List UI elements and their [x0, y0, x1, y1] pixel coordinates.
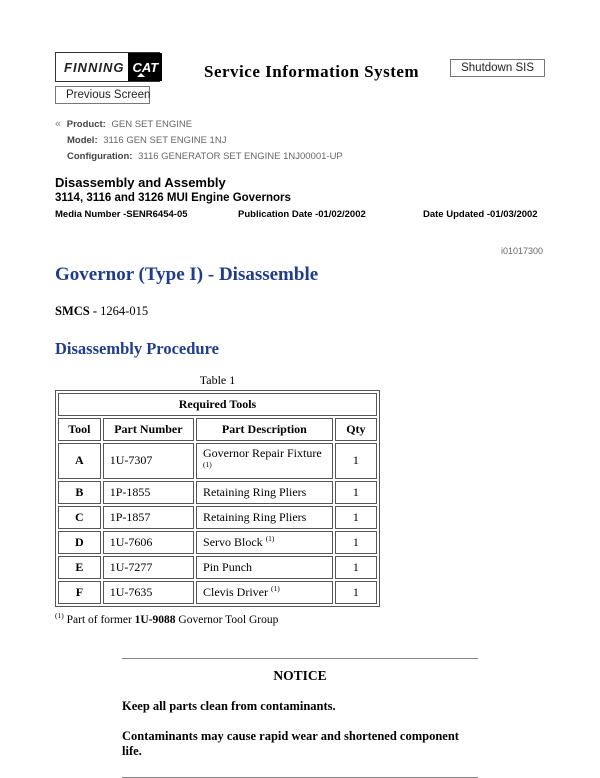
required-tools-table-wrap — [55, 373, 380, 626]
table-row — [58, 506, 377, 529]
smcs-value: 1264-015 — [97, 304, 149, 318]
product-info — [55, 118, 545, 163]
document-subtitle: 3114, 3116 and 3126 MUI Engine Governors — [55, 192, 291, 204]
cat-triangle-icon — [137, 73, 145, 77]
table-row — [58, 481, 377, 504]
section-heading: Governor (Type I) - Disassemble — [55, 264, 319, 285]
model-row — [67, 135, 545, 147]
notice-line-1: Keep all parts clean from contaminants. — [122, 698, 336, 713]
footnote-suffix: Governor Tool Group — [175, 613, 279, 626]
table-title-row — [58, 393, 377, 416]
table-footnote — [55, 611, 380, 626]
model-value: 3116 GEN SET ENGINE 1NJ — [103, 135, 227, 146]
model-label: Model: — [67, 135, 98, 146]
product-label: Product: — [66, 119, 106, 130]
table-caption: Table 1 — [199, 372, 236, 387]
table-row — [58, 556, 377, 579]
footnote-prefix: Part of former — [63, 613, 135, 626]
previous-screen-button[interactable]: Previous Screen — [55, 86, 150, 104]
footnote-marker: (1) — [265, 533, 275, 543]
part-number-cell: 1P-1855 — [103, 481, 194, 504]
part-number-cell: 1P-1857 — [103, 506, 194, 529]
qty-cell: 1 — [335, 531, 377, 554]
tool-cell: E — [58, 556, 101, 579]
description-cell — [196, 556, 333, 579]
tool-cell: C — [58, 506, 101, 529]
col-part-description: Part Description — [196, 418, 333, 441]
col-qty: Qty — [335, 418, 377, 441]
document-id: i01017300 — [500, 246, 543, 256]
description-text: Retaining Ring Pliers — [203, 509, 307, 524]
shutdown-sis-button[interactable]: Shutdown SIS — [450, 59, 545, 77]
cat-logo — [128, 53, 162, 81]
description-cell — [196, 481, 333, 504]
finning-cat-logo — [55, 52, 160, 82]
header-left — [55, 52, 173, 104]
part-number-cell: 1U-7606 — [103, 531, 194, 554]
qty-cell: 1 — [335, 443, 377, 479]
footnote-part-number: 1U-9088 — [134, 613, 176, 626]
header — [55, 52, 545, 104]
description-text: Servo Block — [203, 534, 266, 549]
tool-cell: F — [58, 581, 101, 604]
procedure-heading: Disassembly Procedure — [55, 339, 219, 358]
notice-title: NOTICE — [273, 667, 327, 683]
part-number-cell: 1U-7307 — [103, 443, 194, 479]
description-cell — [196, 531, 333, 554]
tool-cell: D — [58, 531, 101, 554]
table-row — [58, 581, 377, 604]
divider-bottom — [122, 777, 478, 778]
qty-cell: 1 — [335, 506, 377, 529]
part-number-cell: 1U-7635 — [103, 581, 194, 604]
qty-cell: 1 — [335, 556, 377, 579]
divider-top — [122, 658, 478, 659]
col-part-number: Part Number — [103, 418, 194, 441]
product-value: GEN SET ENGINE — [111, 119, 193, 130]
publication-date: Publication Date -01/02/2002 — [238, 209, 366, 220]
product-row — [55, 118, 545, 131]
table-row — [58, 443, 377, 479]
configuration-value: 3116 GENERATOR SET ENGINE 1NJ00001-UP — [138, 151, 343, 162]
header-center — [173, 52, 450, 82]
qty-cell: 1 — [335, 481, 377, 504]
description-cell — [196, 581, 333, 604]
footnote-marker: (1) — [55, 610, 64, 620]
date-updated: Date Updated -01/03/2002 — [423, 209, 538, 220]
smcs-line — [55, 304, 545, 319]
page-title: Service Information System — [204, 62, 420, 81]
table-header-row — [58, 418, 377, 441]
notice-line-2: Contaminants may cause rapid wear and shortened component life. — [122, 728, 459, 758]
description-text: Clevis Driver — [203, 584, 272, 599]
part-number-cell: 1U-7277 — [103, 556, 194, 579]
qty-cell: 1 — [335, 581, 377, 604]
document-title: Disassembly and Assembly — [55, 175, 226, 190]
finning-logo-text: FINNING — [64, 59, 125, 75]
footnote-marker: (1) — [203, 459, 212, 469]
smcs-label: SMCS - — [55, 304, 98, 318]
required-tools-table — [55, 390, 380, 607]
media-number: Media Number -SENR6454-05 — [55, 209, 188, 220]
description-text: Pin Punch — [203, 559, 253, 574]
document-header — [55, 175, 545, 220]
description-cell — [196, 443, 333, 479]
notice-block — [122, 658, 478, 778]
table-title: Required Tools — [58, 393, 377, 416]
header-right — [450, 52, 545, 77]
cat-logo-text: CAT — [132, 59, 159, 75]
table-row — [58, 531, 377, 554]
collapse-chevron-icon[interactable]: « — [55, 118, 62, 130]
description-text: Governor Repair Fixture — [203, 445, 322, 460]
configuration-row — [67, 151, 545, 163]
description-text: Retaining Ring Pliers — [203, 484, 307, 499]
configuration-label: Configuration: — [67, 151, 133, 162]
description-cell — [196, 506, 333, 529]
document-meta — [55, 209, 545, 220]
tool-cell: B — [58, 481, 101, 504]
footnote-marker: (1) — [271, 583, 280, 593]
col-tool: Tool — [58, 418, 101, 441]
tool-cell: A — [58, 443, 101, 479]
